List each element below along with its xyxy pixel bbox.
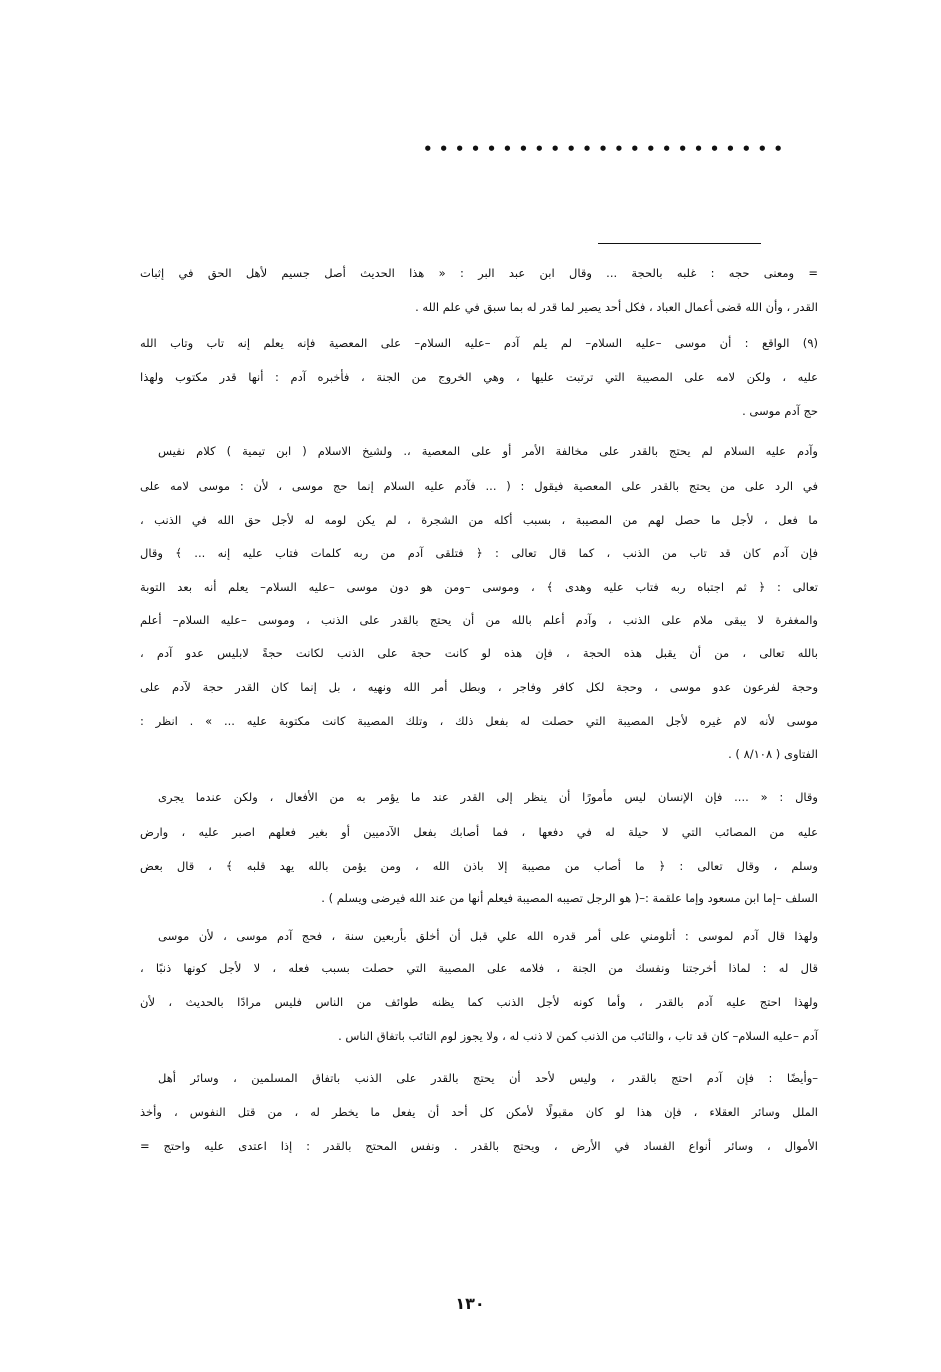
text-line: وقال : « .... فإن الإنسان ليس مأمورًا أن ينظر إلى القدر عند ما يؤمر به من الأفعال ، ولكن عندما يجرى: [158, 790, 818, 804]
text-line: في الرد على من يحتج بالقدر على المعصية فيقول : ( ... فآدم عليه السلام إنما حج موسى ، لأن : موسى لامه على: [140, 479, 818, 493]
text-line: قال له : لماذا أخرجتنا ونفسك من الجنة ، فلامه على المصيبة التي حصلت بسبب فعله ، لا لأجل كونها ذنبًا ،: [140, 961, 818, 975]
text-line: عليه من المصائب التي لا حيلة له في دفعها ، فما أصابك بفعل الآدميين أو بغير فعلهم اصبر عليه ، وارض: [140, 825, 818, 839]
text-line: فإن آدم كان قد تاب من الذنب ، كما قال تعالى : ﴿ فتلقى آدم من ربه كلمات فتاب عليه إنه ... ﴾ وقال: [140, 546, 818, 560]
text-line: ما فعل ، لأجل ما حصل لهم من المصيبة ، بسبب أكله من الشجرة ، لم يكن لومه له لأجل حق الله في الذنب ،: [140, 513, 818, 527]
text-line: ولهذا قال آدم لموسى : أتلومني على أمر قدره الله علي قبل أن أخلق بأربعين سنة ، فحج آدم موسى ، لأن موسى: [158, 929, 818, 943]
text-line: القدر ، وأن الله قضى أعمال العباد ، فكل أحد يصير لما قدر له بما سبق في علم الله .: [415, 300, 818, 314]
text-line: (٩) الواقع : أن موسى –عليه السلام– لم يلم آدم –عليه السلام– على المعصية فإنه يعلم إنه تاب وتاب الله: [140, 336, 818, 350]
text-line: الفتاوى ( ٨/١٠٨ ) .: [728, 747, 818, 761]
text-line: وسلم ، وقال تعالى : ﴿ ما أصاب من مصيبة إلا باذن الله ، ومن يؤمن بالله يهد قلبه ﴾ ، قال بعض: [140, 859, 818, 873]
footnote-separator-rule: [598, 243, 761, 244]
text-line: عليه ، ولكن لامه على المصيبة التي ترتبت عليها ، وهي الخروج من الجنة ، فأخبره آدم : أنها قدر مكتوب ولهذا: [140, 370, 818, 384]
text-line: الأموال ، وسائر أنواع الفساد في الأرض ، ويحتج بالقدر . ونفس المحتج بالقدر : إذا اعتدى عليه واحتج =: [140, 1139, 818, 1153]
text-line: تعالى : ﴿ ثم اجتباه ربه فتاب عليه وهدى ﴾ ، وموسى –ومن هو دون موسى –عليه السلام– يعلم أنه بعد التوبة: [140, 580, 818, 594]
text-line: موسى لأنه لام غيره لأجل المصيبة التي حصلت له بفعل ذلك ، وتلك المصيبة كانت مكتوبة عليه ... » . انظر :: [140, 714, 818, 728]
text-line: الملل وسائر العقلاء ، فإن هذا لو كان مقبولًا لأمكن كل أحد أن يفعل ما يخطر له ، من قتل النفوس ، وأخذ: [140, 1105, 818, 1119]
text-line: والمغفرة لا يبقى ملام على الذنب ، وآدم أعلم بالله من أن يحتج بالقدر على الذنب ، وموسى –عليه السلام– أعلم: [140, 613, 818, 627]
text-line: آدم –عليه السلام– كان قد تاب ، والتائب من الذنب كمن لا ذنب له ، ولا يجوز لوم التائب باتفاق الناس .: [338, 1029, 818, 1043]
text-line: –وأيضًا : فإن آدم احتج بالقدر ، وليس لأحد أن يحتج بالقدر على الذنب باتفاق المسلمين ، وسائر أهل: [158, 1071, 818, 1085]
text-line: وآدم عليه السلام لم يحتج بالقدر على مخالفة الأمر أو على المعصية ،. ولشيخ الاسلام ( ابن تيمية ) كلام نفيس: [158, 444, 818, 458]
text-line: حج آدم موسى .: [742, 404, 818, 418]
header-dots-ornament: • • • • • • • • • • • • • • • • • • • • • • •: [423, 140, 783, 158]
text-line: بالله تعالى ، من أن يقبل هذه الحجة ، فإن هذه لو كانت حجة على الذنب لكانت حجةً لابليس عدو آدم ،: [140, 646, 818, 660]
text-line: وحجة لفرعون عدو موسى ، وحجة لكل كافر وفاجر ، وبطل أمر الله ونهيه ، بل إنما كان القدر حجة لآدم على: [140, 680, 818, 694]
text-line: = ومعنى حجه : غلبه بالحجة ... وقال ابن عبد البر : « هذا الحديث أصل جسيم لأهل الحق في إثبات: [140, 266, 818, 280]
text-line: السلف –إما ابن مسعود وإما علقمة :–( هو الرجل تصيبه المصيبة فيعلم أنها من عند الله فيرضى ويسلم ) .: [321, 891, 818, 905]
text-line: ولهذا احتج عليه آدم بالقدر ، وأما كونه لأجل الذنب كما يظنه طوائف من الناس فليس مرادًا بالحديث ، لأن: [140, 995, 818, 1009]
page-number: ١٣٠: [455, 1294, 485, 1313]
